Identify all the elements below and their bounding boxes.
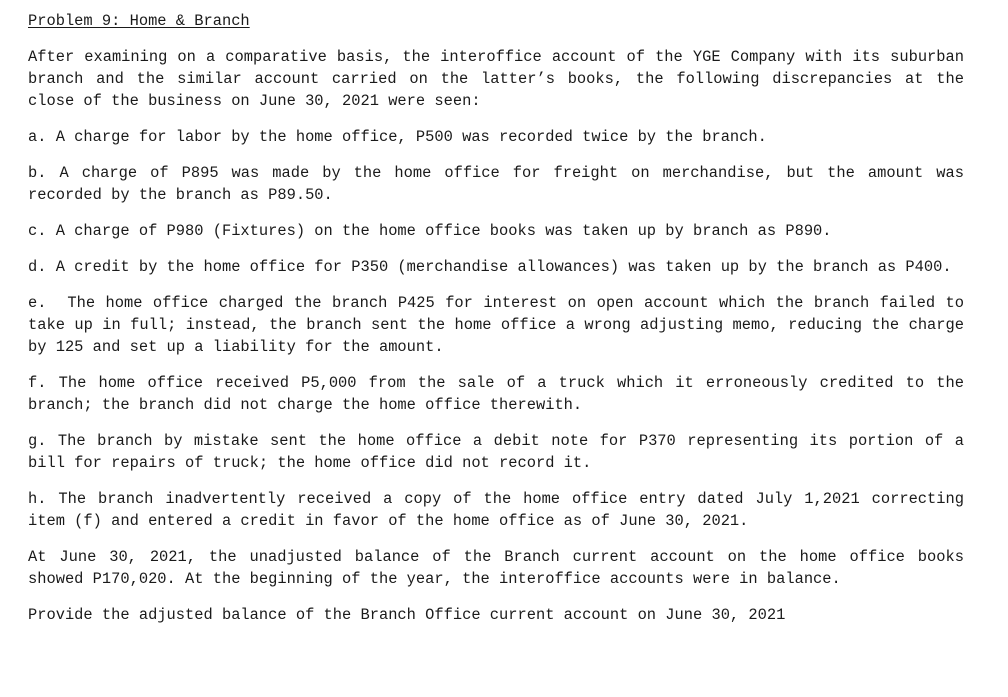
item-b: b. A charge of P895 was made by the home office for freight on merchandise, but the amount was recorded by the branch as P89.50. <box>28 164 964 204</box>
item-a: a. A charge for labor by the home office, P500 was recorded twice by the branch. <box>28 128 767 146</box>
item-g: g. The branch by mistake sent the home office a debit note for P370 representing its portion of a bill for repairs of truck; the home office did not record it. <box>28 432 964 472</box>
problem-title: Problem 9: Home & Branch <box>28 12 250 30</box>
item-h: h. The branch inadvertently received a copy of the home office entry dated July 1,2021 correcting item (f) and entered a credit in favor of the home office as of June 30, 2021. <box>28 490 964 530</box>
balance-note: At June 30, 2021, the unadjusted balance of the Branch current account on the home office books showed P170,020. At the beginning of the year, the interoffice accounts were in balance. <box>28 548 964 588</box>
item-c: c. A charge of P980 (Fixtures) on the home office books was taken up by branch as P890. <box>28 222 832 240</box>
item-e: e. The home office charged the branch P425 for interest on open account which the branch failed to take up in full; instead, the branch sent the home office a wrong adjusting memo, reducing the charge by 125 and set up a liability for the amount. <box>28 294 974 356</box>
item-f: f. The home office received P5,000 from the sale of a truck which it erroneously credited to the branch; the branch did not charge the home office therewith. <box>28 374 964 414</box>
problem-document <box>28 10 974 640</box>
item-d: d. A credit by the home office for P350 (merchandise allowances) was taken up by the branch as P400. <box>28 258 952 276</box>
question-text: Provide the adjusted balance of the Branch Office current account on June 30, 2021 <box>28 606 786 624</box>
intro-paragraph: After examining on a comparative basis, the interoffice account of the YGE Company with its suburban branch and the similar account carried on the latter’s books, the following discrepancies at the close of the business on June 30, 2021 were seen: <box>28 48 964 110</box>
